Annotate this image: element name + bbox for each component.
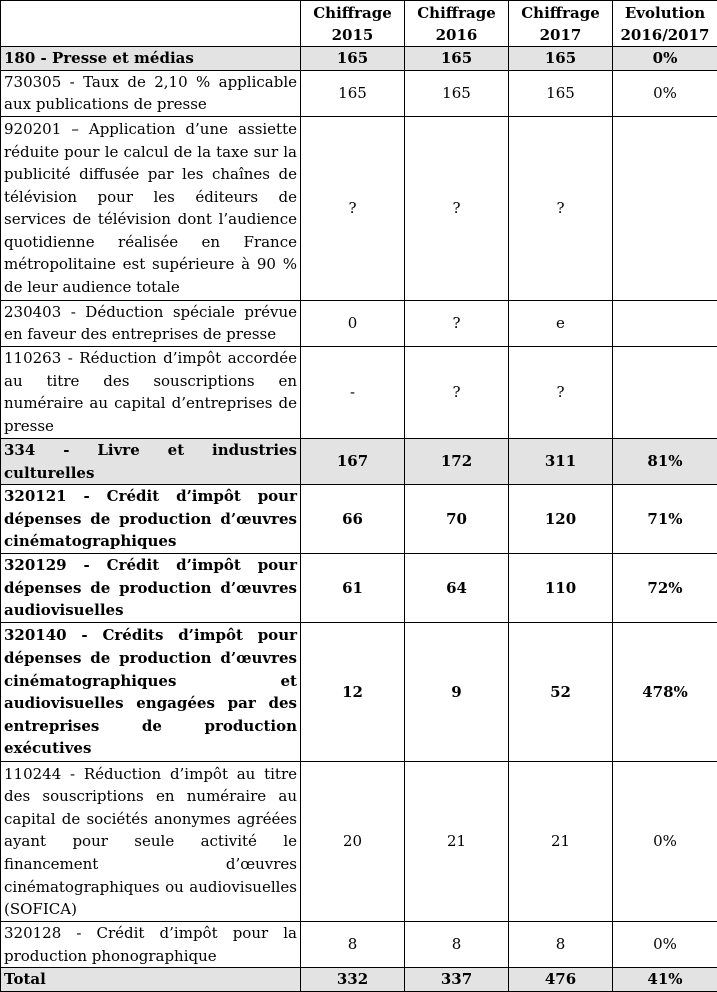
value-2016: 165 — [405, 70, 509, 116]
table-row — [1, 346, 717, 438]
value-2015: - — [301, 346, 405, 438]
value-evolution: 0% — [613, 922, 717, 968]
table-row — [1, 300, 717, 346]
value-2016: 21 — [405, 762, 509, 922]
value-evolution: 41% — [613, 968, 717, 992]
value-evolution: 0% — [613, 47, 717, 71]
value-2017: 21 — [509, 762, 613, 922]
value-2016: 9 — [405, 623, 509, 762]
value-2015: 165 — [301, 70, 405, 116]
value-2015: 61 — [301, 554, 405, 623]
value-evolution: 72% — [613, 554, 717, 623]
table-row — [1, 485, 717, 554]
header-row — [1, 1, 717, 47]
value-2016: 337 — [405, 968, 509, 992]
value-2016: 64 — [405, 554, 509, 623]
value-evolution: 0% — [613, 70, 717, 116]
value-2015: 12 — [301, 623, 405, 762]
value-2017: 311 — [509, 438, 613, 484]
row-label: 110244 - Réduction d’impôt au titre des souscriptions en numéraire au capital de sociétés anonymes agréées ayant pour seule activité le financement d’œuvres cinématographiques ou audiovisuelles (SOFICA) — [1, 762, 301, 922]
value-2017: 120 — [509, 485, 613, 554]
value-2016: ? — [405, 116, 509, 300]
header-evolution: Evolution 2016/2017 — [613, 1, 717, 47]
value-2017: 165 — [509, 47, 613, 71]
table-row — [1, 116, 717, 300]
table-row — [1, 554, 717, 623]
value-2017: 52 — [509, 623, 613, 762]
row-label: 920201 – Application d’une assiette réduite pour le calcul de la taxe sur la publicité diffusée par les chaînes de télévision pour les éditeurs de services de télévision dont l’audience quotidienne réalisée en France métropolitaine est supérieure à 90 % de leur audience totale — [1, 116, 301, 300]
row-label: 110263 - Réduction d’impôt accordée au titre des souscriptions en numéraire au capital d’entreprises de presse — [1, 346, 301, 438]
value-2017: 165 — [509, 70, 613, 116]
row-label: 320140 - Crédits d’impôt pour dépenses de production d’œuvres cinématographiques et audiovisuelles engagées par des entreprises de production exécutives — [1, 623, 301, 762]
header-chiffrage-2017: Chiffrage 2017 — [509, 1, 613, 47]
value-2016: 165 — [405, 47, 509, 71]
value-2017: 476 — [509, 968, 613, 992]
value-evolution: 81% — [613, 438, 717, 484]
row-label: 320128 - Crédit d’impôt pour la production phonographique — [1, 922, 301, 968]
table-row — [1, 70, 717, 116]
value-2015: 20 — [301, 762, 405, 922]
value-2017: 8 — [509, 922, 613, 968]
section-row-presse — [1, 47, 717, 71]
value-evolution — [613, 116, 717, 300]
row-label: 180 - Presse et médias — [1, 47, 301, 71]
header-empty — [1, 1, 301, 47]
total-row — [1, 968, 717, 992]
value-2017: ? — [509, 346, 613, 438]
header-chiffrage-2015: Chiffrage 2015 — [301, 1, 405, 47]
value-evolution: 478% — [613, 623, 717, 762]
value-2015: 8 — [301, 922, 405, 968]
value-evolution — [613, 300, 717, 346]
value-2017: e — [509, 300, 613, 346]
value-2015: 0 — [301, 300, 405, 346]
value-2017: ? — [509, 116, 613, 300]
value-2016: 8 — [405, 922, 509, 968]
value-2015: ? — [301, 116, 405, 300]
value-evolution: 71% — [613, 485, 717, 554]
value-2016: 70 — [405, 485, 509, 554]
table-row — [1, 922, 717, 968]
row-label: 320121 - Crédit d’impôt pour dépenses de production d’œuvres cinématographiques — [1, 485, 301, 554]
table-row — [1, 623, 717, 762]
row-label: 334 - Livre et industries culturelles — [1, 438, 301, 484]
value-evolution — [613, 346, 717, 438]
value-evolution: 0% — [613, 762, 717, 922]
value-2016: ? — [405, 300, 509, 346]
value-2015: 165 — [301, 47, 405, 71]
header-chiffrage-2016: Chiffrage 2016 — [405, 1, 509, 47]
row-label: 230403 - Déduction spéciale prévue en faveur des entreprises de presse — [1, 300, 301, 346]
row-label: 320129 - Crédit d’impôt pour dépenses de production d’œuvres audiovisuelles — [1, 554, 301, 623]
table-row — [1, 762, 717, 922]
value-2015: 332 — [301, 968, 405, 992]
row-label: Total — [1, 968, 301, 992]
value-2017: 110 — [509, 554, 613, 623]
value-2016: 172 — [405, 438, 509, 484]
value-2015: 66 — [301, 485, 405, 554]
row-label: 730305 - Taux de 2,10 % applicable aux publications de presse — [1, 70, 301, 116]
section-row-livre — [1, 438, 717, 484]
value-2015: 167 — [301, 438, 405, 484]
value-2016: ? — [405, 346, 509, 438]
